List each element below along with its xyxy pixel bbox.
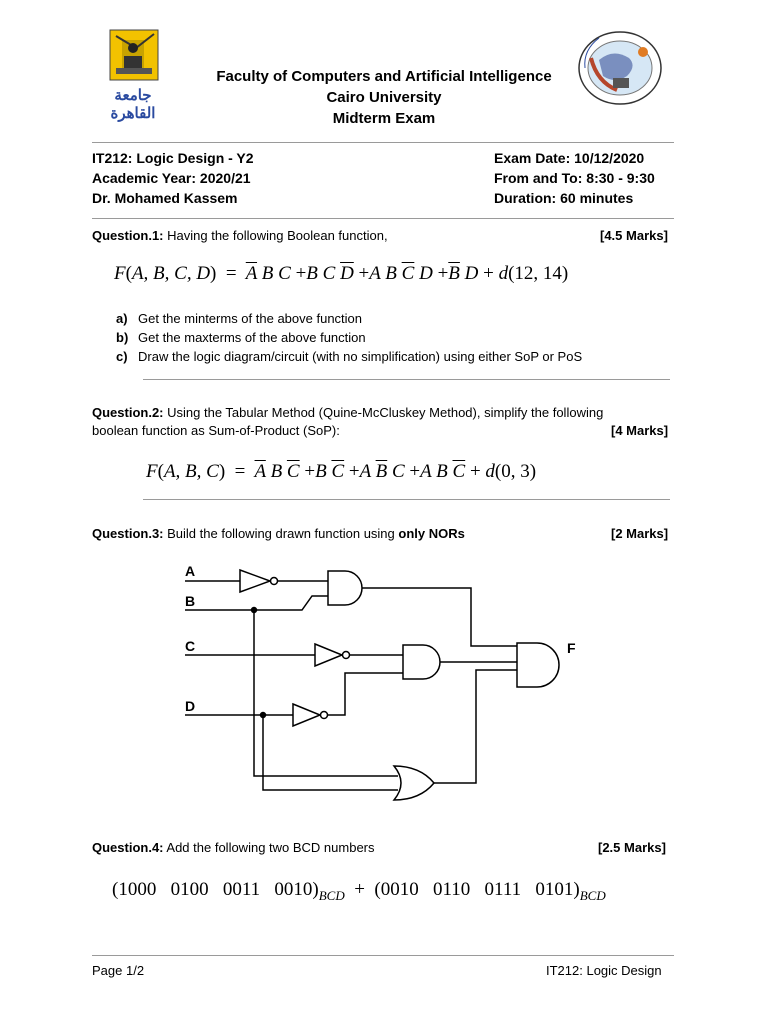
not-gate-a — [240, 570, 270, 592]
question-2-equation: F(A, B, $C) = \overline{A}$ B $\overline{C} +B$ $\overline{C} +A$ $\overline{B}$ C +A B $\overline{C} + d(0$, 3) — [146, 461, 537, 482]
question-1-item-b: b) Get the maxterms of the above function — [116, 330, 366, 345]
footer-course: IT212: Logic Design — [546, 963, 662, 978]
question-4-text: Question.4: Add the following two BCD numbers — [92, 840, 375, 855]
divider — [92, 218, 674, 219]
logic-circuit-diagram — [180, 558, 600, 808]
question-4-marks: [2.5 Marks] — [598, 840, 666, 855]
academic-year: Academic Year: 2020/21 — [92, 170, 251, 186]
left-logo-caption: جامعة القاهرة — [110, 87, 156, 122]
question-1-text: Question.1: Having the following Boolean function, — [92, 228, 388, 243]
question-4-label: Question.4: — [92, 840, 164, 855]
or-gate — [394, 766, 434, 800]
and-gate-2 — [403, 645, 440, 679]
input-label-b: B — [185, 593, 196, 609]
divider — [143, 379, 670, 380]
bcd-number-2: (0010 0110 0111 0101) — [374, 879, 580, 900]
question-4-equation: (1000 0100 0011 $0010)_{BCD} + (0010$ 0110 0111 $0101)_{BCD}$ — [112, 879, 606, 903]
not-gate-d — [293, 704, 320, 726]
course-name: IT212: Logic Design - Y2 — [92, 150, 254, 166]
and-gate-1 — [328, 571, 362, 605]
divider — [143, 499, 670, 500]
question-1-marks: [4.5 Marks] — [600, 228, 668, 243]
not-gate-c — [315, 644, 342, 666]
wire-b — [185, 596, 328, 610]
exam-date: Exam Date: 10/12/2020 — [494, 150, 645, 166]
question-1-label: Question.1: — [92, 228, 164, 243]
bcd-number-1: (1000 0100 0011 0010) — [112, 879, 319, 900]
question-1-item-a: a) Get the minterms of the above function — [116, 311, 363, 326]
question-2-text-line2: boolean function as Sum-of-Product (SoP): — [92, 423, 340, 438]
header-exam: Midterm Exam — [332, 110, 436, 127]
divider — [92, 142, 674, 143]
question-3-marks: [2 Marks] — [611, 526, 669, 541]
header-faculty: Faculty of Computers and Artificial Intelligence — [216, 68, 552, 85]
question-2-label: Question.2: — [92, 405, 164, 420]
instructor: Dr. Mohamed Kassem — [92, 190, 238, 206]
input-label-d: D — [185, 698, 196, 714]
footer-divider — [92, 955, 674, 956]
page-number: Page 1/2 — [92, 963, 145, 978]
question-3-text: Question.3: Build the following drawn function using only NORs — [92, 526, 465, 541]
question-2-text: Question.2: Using the Tabular Method (Quine-McCluskey Method), simplify the following — [92, 405, 604, 420]
output-label-f: F — [567, 640, 576, 656]
question-1-equation: F(A, B, C, $D) = \overline{A}$ B C +B C $\overline{D} +A$ B $\overline{C}$ $D +\overline{B}$ D + d(12, 14) — [114, 263, 569, 284]
exam-duration: Duration: 60 minutes — [494, 190, 634, 206]
question-3-label: Question.3: — [92, 526, 164, 541]
question-2-marks: [4 Marks] — [611, 423, 669, 438]
header-university: Cairo University — [326, 89, 442, 106]
input-label-c: C — [185, 638, 196, 654]
and-gate-output — [517, 643, 559, 687]
exam-time: From and To: 8:30 - 9:30 — [494, 170, 655, 186]
question-1-item-c: c) Draw the logic diagram/circuit (with no simplification) using either SoP or PoS — [116, 349, 583, 364]
input-label-a: A — [185, 563, 196, 579]
